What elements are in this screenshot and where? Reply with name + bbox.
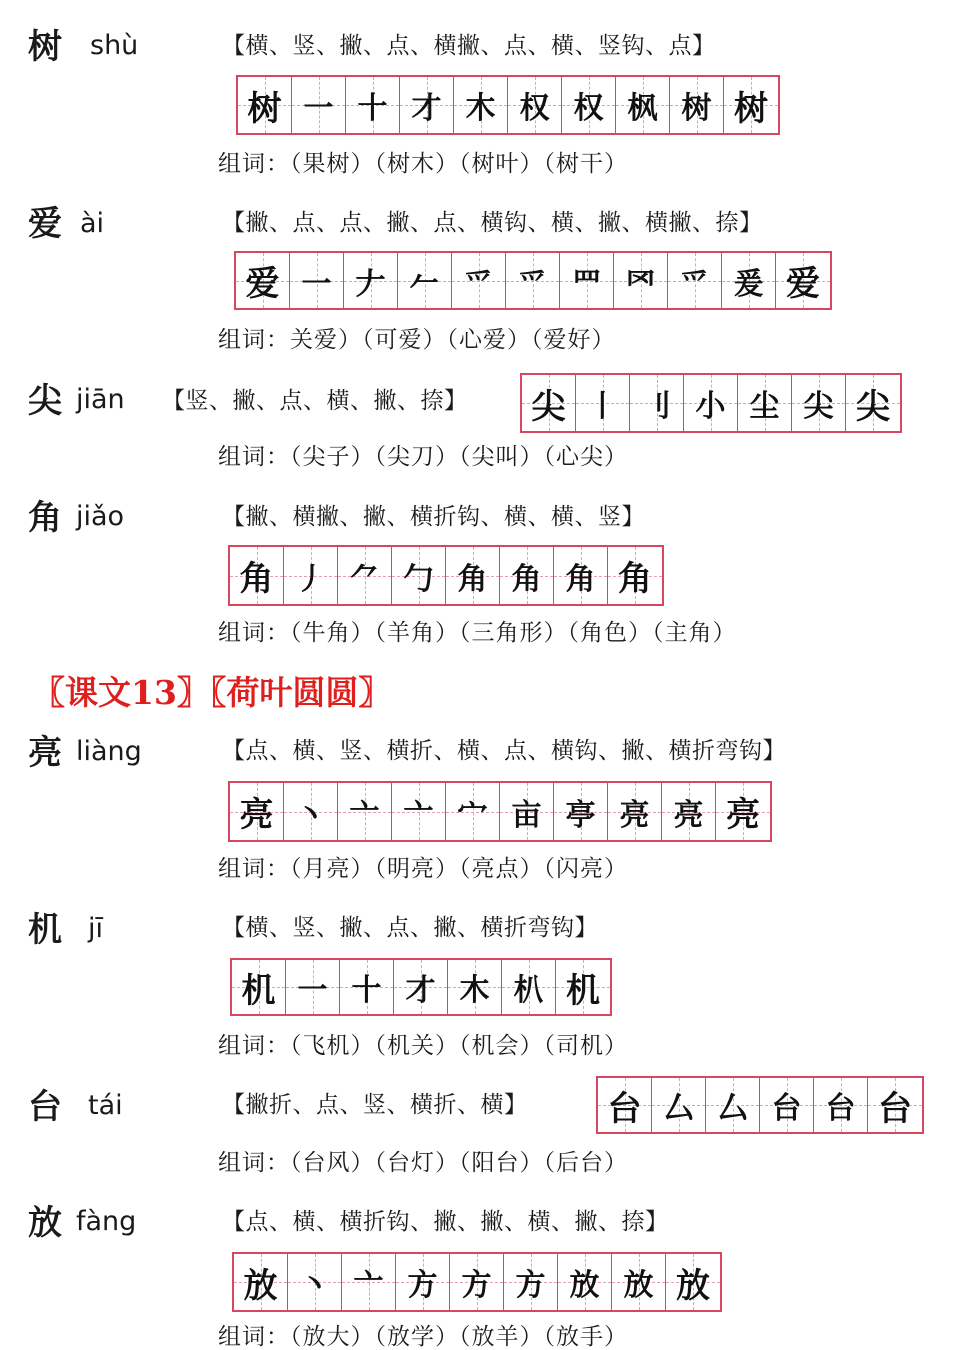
grid-cell-char: 台 [607, 1088, 642, 1129]
grid-cell [776, 253, 830, 308]
grid-cell [238, 77, 292, 133]
word-items: （飞机）（机关）（机会）（司机） [290, 1033, 628, 1059]
grid-cell-char: 𠂇 [355, 266, 386, 302]
word-list [218, 329, 616, 352]
entry-pinyin: jiǎo [76, 501, 125, 532]
grid-cell-char: ⺈ [349, 561, 380, 597]
grid-cell-char: 𠂉 [409, 266, 440, 302]
grid-cell-char: 尖 [803, 389, 834, 424]
stroke-order: 【横、竖、撇、点、撇、横折弯钩】 [222, 915, 598, 941]
stroke-grid [228, 781, 772, 842]
grid-cell [608, 547, 662, 604]
lesson-header: 〖课文13〗〖荷叶圆圆〗 [32, 673, 392, 712]
grid-cell-char: 丨 [587, 389, 618, 424]
grid-cell-char: 树 [734, 88, 768, 129]
word-items: （果树）（树木）（树叶）（树干） [290, 151, 628, 177]
grid-cell [392, 547, 446, 604]
grid-cell [288, 1254, 342, 1310]
grid-cell [396, 1254, 450, 1310]
entry-char: 角 [28, 498, 62, 538]
grid-cell-char: 罓 [625, 266, 656, 302]
grid-cell-char: 亩 [511, 797, 542, 833]
stroke-grid [520, 373, 902, 433]
word-label: 组词： [218, 620, 290, 646]
grid-cell [454, 77, 508, 133]
grid-cell-char: 权 [573, 91, 604, 126]
grid-cell [722, 253, 776, 308]
grid-cell [558, 1254, 612, 1310]
grid-cell [666, 1254, 720, 1310]
stroke-order: 【撇、横撇、撇、横折钩、横、横、竖】 [222, 504, 645, 530]
grid-cell [724, 77, 778, 133]
grid-cell [760, 1078, 814, 1132]
grid-cell [500, 547, 554, 604]
grid-cell [234, 1254, 288, 1310]
grid-cell-char: 朳 [513, 973, 544, 1008]
grid-cell [398, 253, 452, 308]
entry-pinyin: ài [80, 208, 105, 239]
grid-cell [392, 783, 446, 840]
word-items: （台风）（台灯）（阳台）（后台） [290, 1150, 628, 1176]
grid-cell [706, 1078, 760, 1132]
grid-cell [668, 253, 722, 308]
grid-cell [446, 783, 500, 840]
stroke-order: 【点、横、横折钩、撇、撇、横、撇、捺】 [222, 1209, 669, 1235]
grid-cell [338, 547, 392, 604]
grid-cell-char: 亠 [403, 797, 434, 833]
grid-cell [598, 1078, 652, 1132]
grid-cell-char: 角 [457, 561, 488, 597]
grid-cell [292, 77, 346, 133]
word-items: 关爱）（可爱）（心爱）（爱好） [290, 327, 616, 353]
word-list [218, 446, 628, 469]
grid-cell-char: 尖 [531, 386, 566, 427]
grid-cell [792, 375, 846, 431]
grid-cell [554, 783, 608, 840]
word-label: 组词： [218, 1150, 290, 1176]
entry-pinyin: tái [88, 1090, 123, 1121]
word-label: 组词： [218, 327, 290, 353]
grid-cell [560, 253, 614, 308]
word-items: （月亮）（明亮）（亮点）（闪亮） [290, 856, 628, 882]
word-label: 组词： [218, 151, 290, 177]
grid-cell [612, 1254, 666, 1310]
word-label: 组词： [218, 444, 290, 470]
grid-cell [504, 1254, 558, 1310]
grid-cell-char: 放 [623, 1268, 654, 1303]
grid-cell [662, 783, 716, 840]
grid-cell [576, 375, 630, 431]
entry-char: 放 [28, 1203, 62, 1243]
grid-cell [446, 547, 500, 604]
grid-cell-char: 一 [301, 266, 332, 302]
grid-cell [738, 375, 792, 431]
entry-char: 亮 [28, 733, 62, 773]
grid-cell [340, 960, 394, 1014]
grid-cell-char: 亠 [349, 797, 380, 833]
grid-cell [230, 783, 284, 840]
stroke-order: 【点、横、竖、横折、横、点、横钩、撇、横折弯钩】 [222, 738, 786, 764]
grid-cell [284, 783, 338, 840]
entry-char: 树 [28, 27, 62, 67]
grid-cell [284, 547, 338, 604]
grid-cell [286, 960, 340, 1014]
stroke-grid [596, 1076, 924, 1134]
grid-cell-char: 爰 [733, 266, 764, 302]
grid-cell-char: 树 [681, 91, 712, 126]
grid-cell-char: 亮 [619, 797, 650, 833]
entry-pinyin: jiān [76, 384, 125, 415]
word-list [218, 858, 628, 881]
grid-cell-char: 厶 [663, 1091, 694, 1126]
grid-cell-char: 爱 [245, 264, 280, 304]
stroke-grid [228, 545, 664, 606]
entry-char: 台 [28, 1087, 62, 1127]
grid-cell-char: 台 [771, 1091, 802, 1126]
word-label: 组词： [218, 1033, 290, 1059]
stroke-grid [230, 958, 612, 1016]
grid-cell [868, 1078, 922, 1132]
grid-cell [394, 960, 448, 1014]
grid-cell-char: 方 [515, 1268, 546, 1303]
entry-pinyin: shù [90, 30, 139, 61]
stroke-order: 【撇折、点、竖、横折、横】 [222, 1092, 528, 1118]
grid-cell-char: 宀 [457, 797, 488, 833]
grid-cell-char: 枫 [627, 91, 658, 126]
grid-cell [290, 253, 344, 308]
grid-cell [814, 1078, 868, 1132]
grid-cell-char: 一 [297, 973, 328, 1008]
grid-cell-char: 角 [239, 559, 274, 599]
grid-cell-char: 方 [407, 1268, 438, 1303]
grid-cell-char: 厶 [717, 1091, 748, 1126]
grid-cell [232, 960, 286, 1014]
grid-cell-char: 亠 [353, 1268, 384, 1303]
grid-cell-char: 权 [519, 91, 550, 126]
grid-cell [342, 1254, 396, 1310]
entry-char: 机 [28, 910, 62, 950]
grid-cell [562, 77, 616, 133]
grid-cell-char: 亮 [239, 795, 274, 835]
word-list [218, 1035, 628, 1058]
grid-cell [652, 1078, 706, 1132]
grid-cell-char: 亭 [565, 797, 596, 833]
grid-cell-char: 丶 [295, 797, 326, 833]
stroke-grid [236, 75, 780, 135]
grid-cell [616, 77, 670, 133]
entry-pinyin: jī [88, 913, 104, 944]
grid-cell [670, 77, 724, 133]
grid-cell-char: 台 [825, 1091, 856, 1126]
entry-pinyin: fàng [76, 1206, 137, 1237]
grid-cell [684, 375, 738, 431]
grid-cell [556, 960, 610, 1014]
grid-cell [608, 783, 662, 840]
entry-char: 尖 [28, 381, 62, 421]
grid-cell [452, 253, 506, 308]
grid-cell-char: 机 [241, 970, 276, 1011]
grid-cell [508, 77, 562, 133]
grid-cell-char: 爫 [463, 266, 494, 302]
word-list [218, 1152, 628, 1175]
grid-cell [400, 77, 454, 133]
grid-cell-char: 台 [878, 1088, 912, 1129]
grid-cell [236, 253, 290, 308]
stroke-grid [234, 251, 832, 310]
grid-cell [630, 375, 684, 431]
grid-cell [614, 253, 668, 308]
grid-cell-char: 尖 [856, 386, 890, 427]
grid-cell-char: 一 [303, 91, 334, 126]
word-label: 组词： [218, 1324, 290, 1350]
grid-cell-char: 勹 [403, 561, 434, 597]
grid-cell-char: 树 [247, 88, 282, 129]
entry-char: 爱 [28, 204, 62, 244]
grid-cell-char: 角 [618, 559, 652, 599]
grid-cell-char: 尘 [749, 389, 780, 424]
grid-cell-char: 罒 [571, 266, 602, 302]
grid-cell-char: 机 [566, 970, 600, 1011]
word-list [218, 622, 737, 645]
grid-cell-char: 十 [357, 91, 388, 126]
grid-cell [230, 547, 284, 604]
grid-cell-char: 角 [565, 561, 596, 597]
grid-cell-char: 十 [351, 973, 382, 1008]
grid-cell-char: 木 [459, 973, 490, 1008]
word-list [218, 1326, 628, 1349]
grid-cell-char: 小 [695, 389, 726, 424]
word-items: （放大）（放学）（放羊）（放手） [290, 1324, 628, 1350]
grid-cell-char: 丿 [295, 561, 326, 597]
grid-cell-char: 放 [676, 1265, 710, 1306]
grid-cell-char: 才 [411, 91, 442, 126]
grid-cell [344, 253, 398, 308]
grid-cell [500, 783, 554, 840]
grid-cell-char: 木 [465, 91, 496, 126]
grid-cell [448, 960, 502, 1014]
grid-cell-char: 丶 [299, 1268, 330, 1303]
grid-cell [346, 77, 400, 133]
grid-cell [846, 375, 900, 431]
grid-cell [450, 1254, 504, 1310]
grid-cell-char: 刂 [641, 389, 672, 424]
grid-cell [554, 547, 608, 604]
grid-cell [506, 253, 560, 308]
stroke-order: 【撇、点、点、撇、点、横钩、横、撇、横撇、捺】 [222, 210, 763, 236]
entry-pinyin: liàng [76, 736, 142, 767]
stroke-order: 【竖、撇、点、横、撇、捺】 [162, 388, 468, 414]
word-items: （尖子）（尖刀）（尖叫）（心尖） [290, 444, 628, 470]
grid-cell-char: 放 [569, 1268, 600, 1303]
grid-cell [502, 960, 556, 1014]
word-items: （牛角）（羊角）（三角形）（角色）（主角） [290, 620, 737, 646]
grid-cell-char: 爱 [786, 264, 820, 304]
grid-cell-char: 亮 [726, 795, 760, 835]
stroke-order: 【横、竖、撇、点、横撇、点、横、竖钩、点】 [222, 33, 716, 59]
grid-cell-char: 亮 [673, 797, 704, 833]
grid-cell-char: 爫 [679, 266, 710, 302]
grid-cell [716, 783, 770, 840]
word-label: 组词： [218, 856, 290, 882]
grid-cell [522, 375, 576, 431]
grid-cell [338, 783, 392, 840]
word-list [218, 153, 628, 176]
grid-cell-char: 方 [461, 1268, 492, 1303]
grid-cell-char: 爫 [517, 266, 548, 302]
stroke-grid [232, 1252, 722, 1312]
grid-cell-char: 放 [243, 1265, 278, 1306]
grid-cell-char: 才 [405, 973, 436, 1008]
grid-cell-char: 角 [511, 561, 542, 597]
